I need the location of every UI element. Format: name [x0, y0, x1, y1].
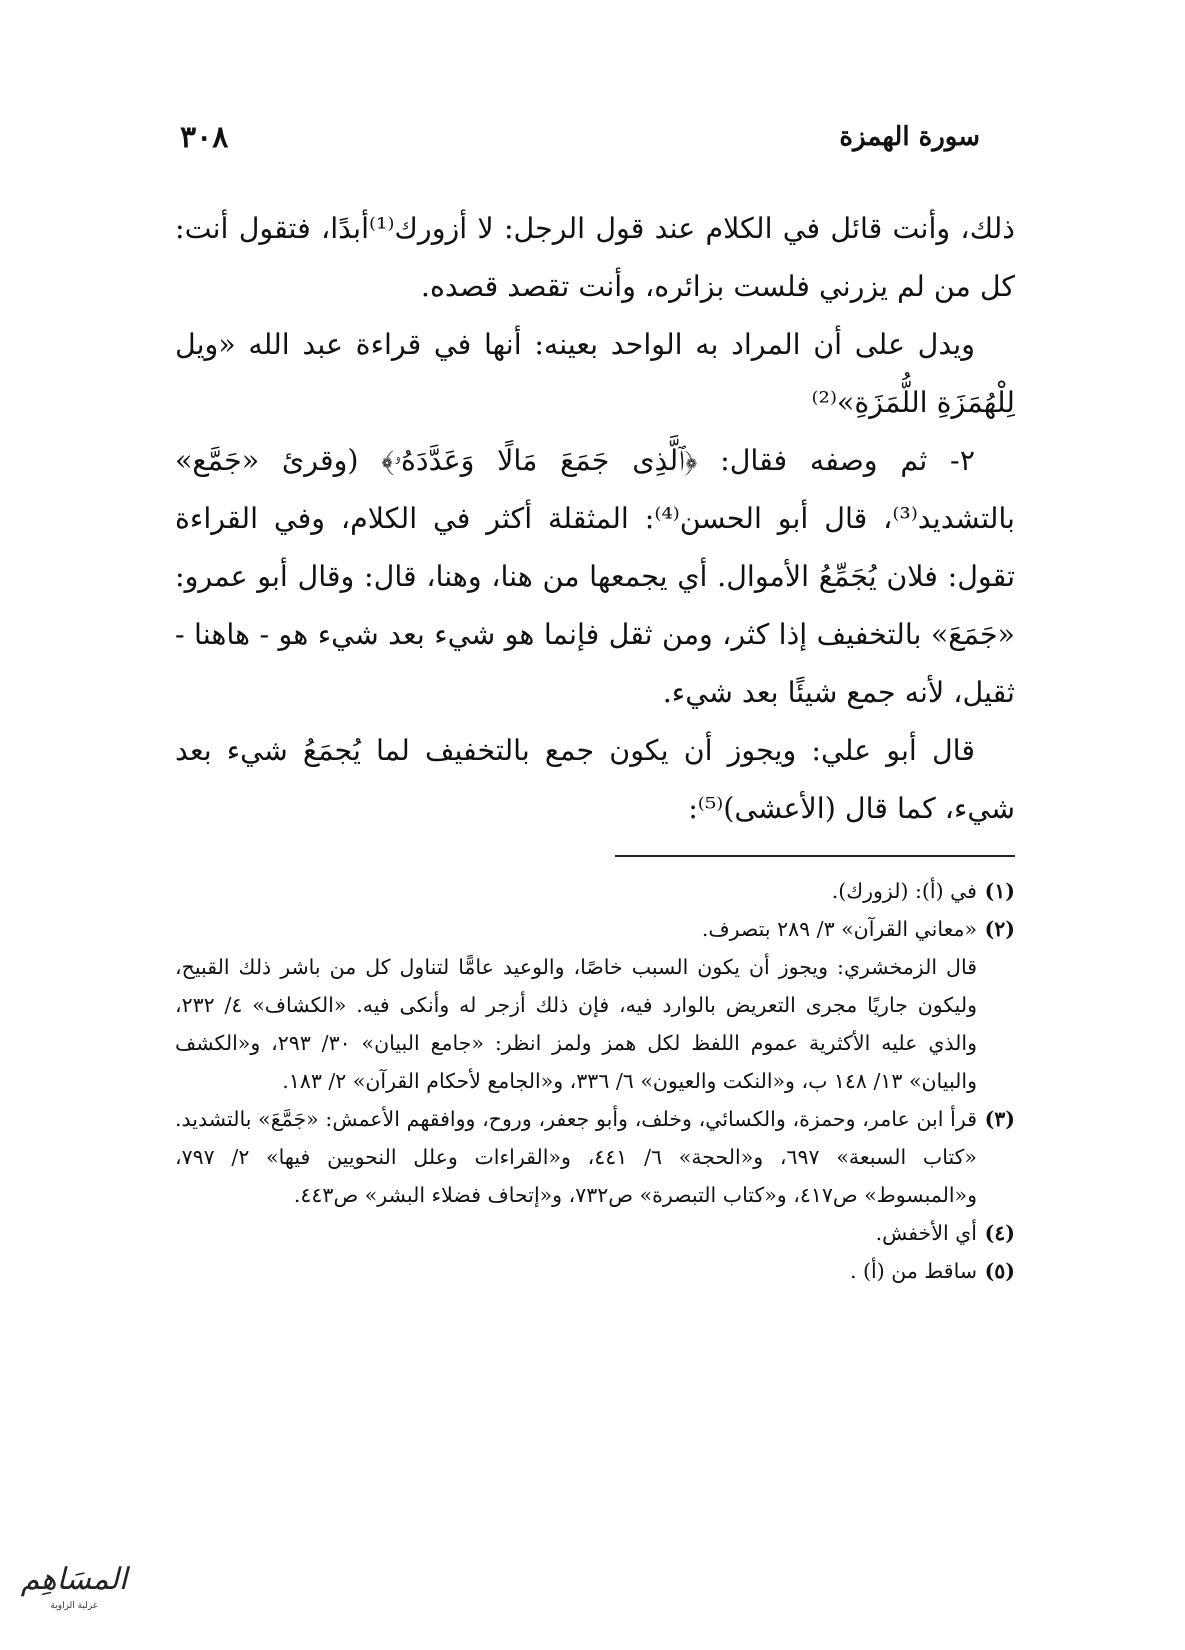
- paragraph-3: ٢- ثم وصفه فقال: ﴿ٱلَّذِى جَمَعَ مَالًا وَعَدَّدَهُۥ﴾ (وقرئ «جَمَّع» بالتشديد⁽³⁾، قال أبو الحسن⁽⁴⁾: المثقلة أكثر في الكلام، وفي القراءة تقول: فلان يُجَمِّعُ الأموال. أي يجمعها من هنا، وهنا، قال: وقال أبو عمرو: «جَمَعَ» بالتخفيف إذا كثر، ومن ثقل فإنما هو شيء بعد شيء هو - هاهنا - ثقيل، لأنه جمع شيئًا بعد شيء.: [175, 444, 1015, 709]
- footnote-text: أي الأخفش.: [875, 1221, 977, 1245]
- footnote-text: قرأ ابن عامر، وحمزة، والكسائي، وخلف، وأبو جعفر، وروح، ووافقهم الأعمش: «جَمَّعَ» بالتشديد. «كتاب السبعة» ٦٩٧، و«الحجة» ٦/ ٤٤١، و«القراءات وعلل النحويين فيها» ٢/ ٧٩٧، و«المبسوط» ص٤١٧، و«كتاب التبصرة» ص٧٣٢، و«إتحاف فضلاء البشر» ص٤٤٣.: [175, 1107, 977, 1207]
- paragraph-4: قال أبو علي: ويجوز أن يكون جمع بالتخفيف لما يُجمَعُ شيء بعد شيء، كما قال (الأعشى)⁽⁵⁾:: [175, 734, 1015, 825]
- page-header: [180, 112, 980, 162]
- footnote-number: (١): [984, 879, 1015, 903]
- footnote-5: [175, 1252, 1015, 1290]
- footnote-2-continuation: [175, 948, 1015, 1100]
- main-text: [175, 200, 1015, 838]
- footnote-2: [175, 910, 1015, 948]
- footnote-divider: [615, 855, 1015, 857]
- page-number: ٣٠٨: [180, 119, 229, 155]
- footnotes: [175, 872, 1015, 1290]
- footnote-1: [175, 872, 1015, 910]
- logo-calligraphy: المسَاهِم: [20, 1562, 128, 1597]
- footnote-number: (٣): [984, 1107, 1015, 1131]
- paragraph-1: ذلك، وأنت قائل في الكلام عند قول الرجل: لا أزورك⁽¹⁾أبدًا، فتقول أنت: كل من لم يزرني فلست بزائره، وأنت تقصد قصده.: [175, 212, 1015, 303]
- publisher-logo: [14, 1560, 134, 1630]
- footnote-number: (٤): [984, 1221, 1015, 1245]
- footnote-text: ساقط من (أ) .: [849, 1259, 977, 1283]
- footnote-text: «معاني القرآن» ٣/ ٢٨٩ بتصرف.: [701, 917, 977, 941]
- footnote-text: قال الزمخشري: ويجوز أن يكون السبب خاصًا، والوعيد عامًّا لتناول كل من باشر ذلك القبيح، وليكون جاريًا مجرى التعريض بالوارد فيه، فإن ذلك أزجر له وأنكى فيه. «الكشاف» ٤/ ٢٣٢، والذي عليه الأكثرية عموم اللفظ لكل همز ولمز انظر: «جامع البيان» ٣٠/ ٢٩٣، و«الكشف والبيان» ١٣/ ١٤٨ ب، و«النكت والعيون» ٦/ ٣٣٦، و«الجامع لأحكام القرآن» ٢/ ١٨٣.: [175, 955, 977, 1093]
- paragraph-2: ويدل على أن المراد به الواحد بعينه: أنها في قراءة عبد الله «ويل لِلْهُمَزَةِ اللُّمَزَةِ»⁽²⁾: [175, 328, 1015, 419]
- footnote-number: [977, 948, 1015, 1100]
- logo-subtext: غزلية الزاوية: [50, 1601, 98, 1611]
- running-title: سورة الهمزة: [839, 122, 980, 152]
- footnote-text: في (أ): (لزورك).: [831, 879, 977, 903]
- footnote-number: (٢): [984, 917, 1015, 941]
- footnote-number: (٥): [984, 1259, 1015, 1283]
- footnote-3: [175, 1100, 1015, 1214]
- footnote-4: [175, 1214, 1015, 1252]
